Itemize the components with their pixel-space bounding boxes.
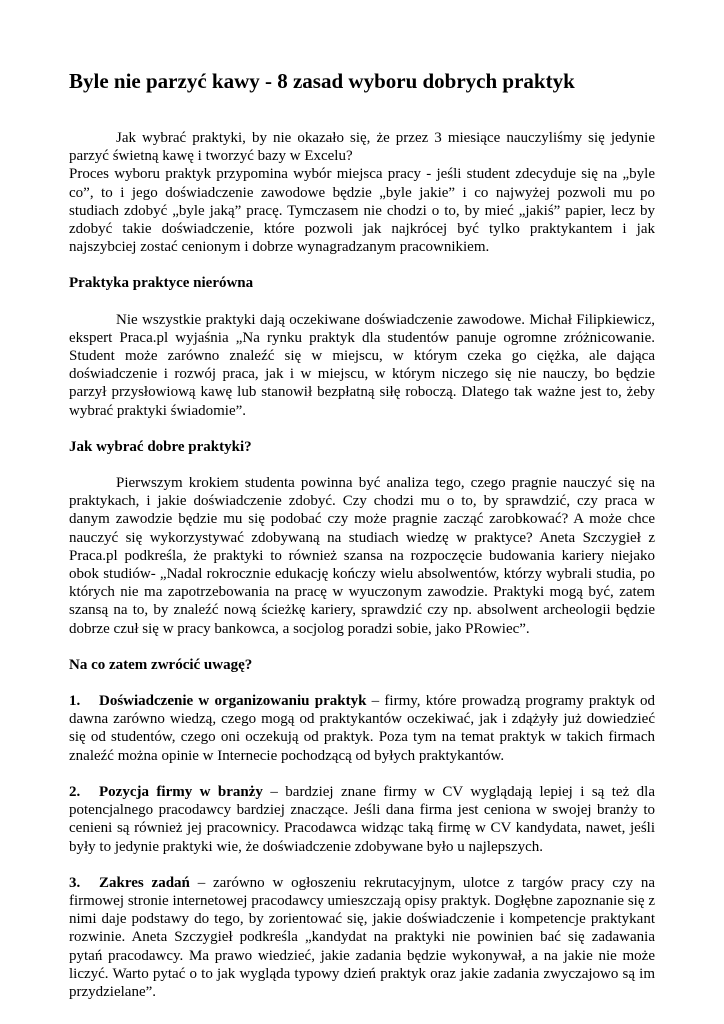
section-heading-na-co-zwrocic: Na co zatem zwrócić uwagę? bbox=[69, 656, 253, 673]
section-heading-jak-wybrac: Jak wybrać dobre praktyki? bbox=[69, 438, 252, 455]
list-item-title: Zakres zadań bbox=[99, 874, 190, 891]
section-heading-praktyka: Praktyka praktyce nierówna bbox=[69, 275, 254, 292]
intro-paragraph-2: Proces wyboru praktyk przypomina wybór miejsca pracy - jeśli student zdecyduje się na „byle co”, to i jego doświadczenie zawodowe będzie „byle jakie” i co najwyżej pozwoli mu po studiach zdobyć „byle jaką” pracę. Tymczasem nie chodzi o to, by mieć „jakiś” papier, lecz by zdobyć takie doświadczenie, które pozwoli jak najkrócej być tylko praktykantem i jak najszybciej zostać cenionym i dobrze wynagradzanym pracownikiem. bbox=[69, 166, 655, 256]
intro-paragraph-1: Jak wybrać praktyki, by nie okazało się, że przez 3 miesiące nauczyliśmy się jedynie parzyć świetną kawę i tworzyć bazy w Excelu? bbox=[69, 130, 655, 165]
list-item-number: 3. bbox=[69, 874, 81, 891]
list-item-text: – firmy, które prowadzą programy praktyk od dawna zarówno wiedzą, czego mogą od praktykantów oczekiwać, jak i zdążyły już dowiedzieć się od studentów, czego oni oczekują od praktyk. Poza tym na temat praktyk w takich firmach znaleźć można opinie w Internecie pochodzącą od byłych praktykantów. bbox=[69, 693, 655, 764]
list-item-title: Doświadczenie w organizowaniu praktyk bbox=[99, 693, 367, 710]
list-item bbox=[69, 874, 655, 1001]
list-item-number: 2. bbox=[69, 783, 81, 800]
list-item-text: – bardziej znane firmy w CV wyglądają lepiej i są też dla potencjalnego pracodawcy bardziej znaczące. Jeśli dana firma jest ceniona w swojej branży to cenieni są również jej pracownicy. Pracodawca widząc taką firmę w CV kandydata, nawet, jeśli były to jedynie praktyki wie, że doświadczenie zdobywane było u najlepszych. bbox=[69, 783, 656, 855]
article-title: Byle nie parzyć kawy - 8 zasad wyboru dobrych praktyk bbox=[69, 69, 575, 93]
list-item-number: 1. bbox=[69, 693, 81, 710]
section-body-praktyka: Nie wszystkie praktyki dają oczekiwane doświadczenie zawodowe. Michał Filipkiewicz, ekspert Praca.pl wyjaśnia „Na rynku praktyk dla studentów panuje ogromne zróżnicowanie. Student może zarówno znaleźć się w miejscu, w którym czeka go ciężka, ale dająca doświadczenie i rozwój praca, jak i w miejscu, w którym niczego się nie nauczy, bo będzie parzył przysłowiową kawę lub stanowił bezpłatną siłę roboczą. Dlatego tak ważne jest to, żeby wybrać praktyki świadomie”. bbox=[69, 311, 655, 419]
list-item bbox=[69, 692, 655, 765]
list-item-title: Pozycja firmy w branży bbox=[99, 783, 263, 800]
section-body-jak-wybrac: Pierwszym krokiem studenta powinna być analiza tego, czego pragnie nauczyć się na praktykach, i jakie doświadczenie zdobyć. Czy chodzi mu o to, by sprawdzić, czy praca w danym zawodzie będzie mu się podobać czy może pragnie zacząć zarobkować? A może chce nauczyć się wykorzystywać zdobywaną na studiach wiedzę w praktyce? Aneta Szczygieł z Praca.pl podkreśla, że praktyki to również szansa na rozpoczęcie budowania kariery niejako obok studiów- „Nadal rokrocznie edukację kończy wielu absolwentów, którzy wybrali studia, po których nie ma zapotrzebowania na pracę w wyuczonym zawodzie. Praktyki mogą być, zatem szansą na to, by znaleźć nową ścieżkę kariery, sprawdzić czy np. absolwent archeologii będzie dobrze czuł się w pracy bankowca, a socjolog poradzi sobie, jako PRowiec”. bbox=[69, 475, 655, 637]
list-item bbox=[69, 783, 655, 856]
list-item-text: – zarówno w ogłoszeniu rekrutacyjnym, ulotce z targów pracy czy na firmowej stronie internetowej pracodawcy umieszczają opisy praktyk. Dogłębne zapoznanie się z nimi daje podstawy do tego, by zorientować się, jakie doświadczenie i kompetencje praktykant rozwinie. Aneta Szczygieł podkreśla „kandydat na praktyki nie powinien bać się zadawania pytań pracodawcy. Ma prawo wiedzieć, jakie zadania będzie wykonywał, a na jakie nie może liczyć. Warto pytać o to jak wygląda typowy dzień praktyk oraz jakie zadania zwyczajowo są im przydzielane”. bbox=[69, 874, 655, 1000]
